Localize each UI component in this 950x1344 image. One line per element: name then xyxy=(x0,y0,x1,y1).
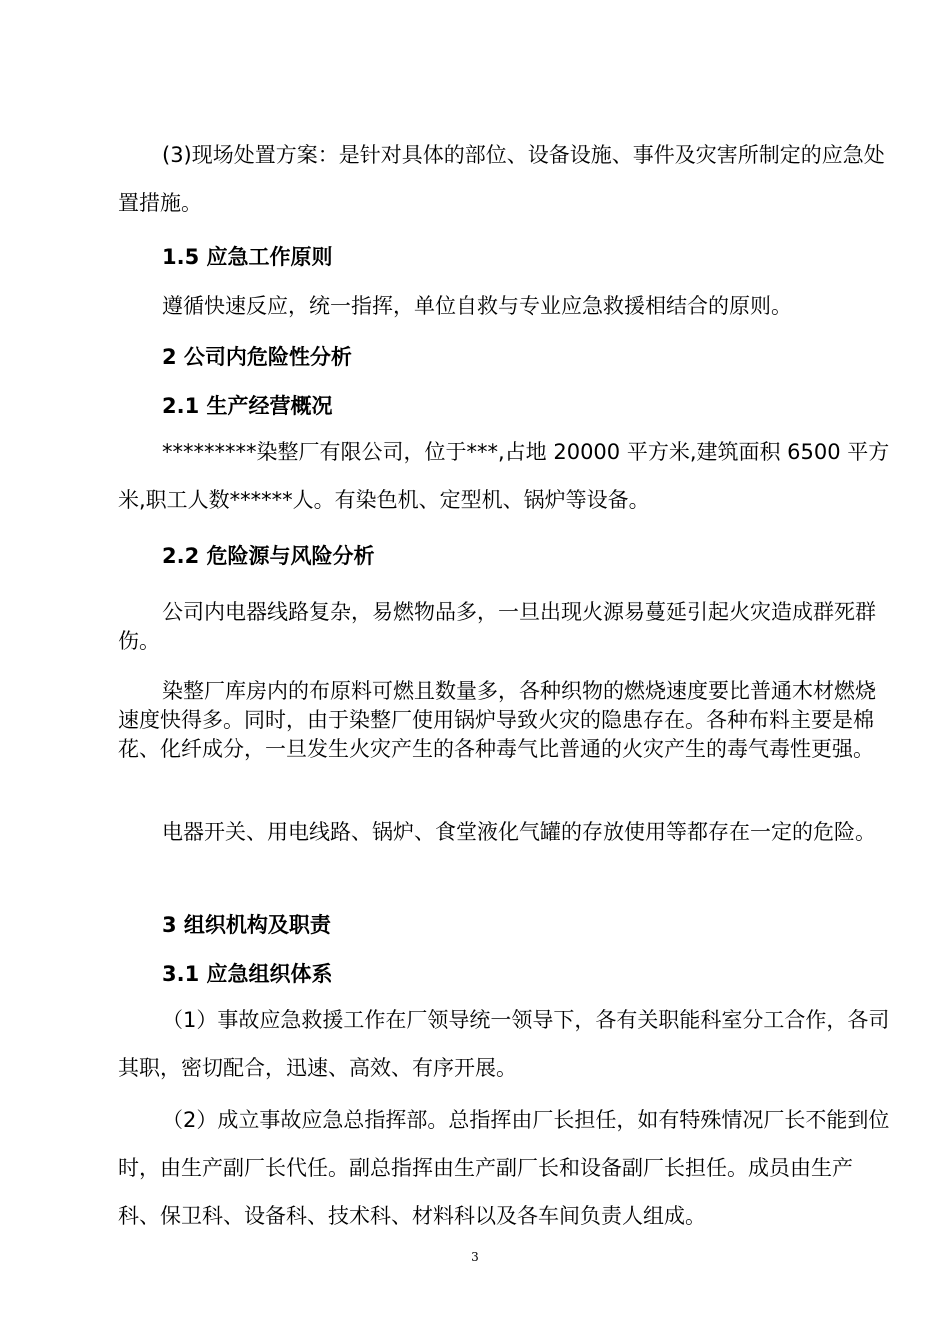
heading-1-5: 1.5 应急工作原则 xyxy=(162,245,333,269)
paragraph-electrical-risk: 公司内电器线路复杂，易燃物品多，一旦出现火源易蔓延引起火灾造成群死群伤。 xyxy=(118,600,876,653)
heading-2-1: 2.1 生产经营概况 xyxy=(162,394,333,418)
paragraph-organization-2: （2）成立事故应急总指挥部。总指挥由厂长担任，如有特殊情况厂长不能到位时，由生产副厂长代任。副总指挥由生产副厂长和设备副厂长担任。成员由生产科、保卫科、设备科、技术科、材料科以及各车间负责人组成。 xyxy=(118,1108,890,1228)
paragraph-warehouse-risk: 染整厂库房内的布原料可燃且数量多，各种织物的燃烧速度要比普通木材燃烧速度快得多。同时，由于染整厂使用锅炉导致火灾的隐患存在。各种布料主要是棉花、化纤成分，一旦发生火灾产生的各种毒气比普通的火灾产生的毒气毒性更强。 xyxy=(118,679,876,761)
heading-2: 2 公司内危险性分析 xyxy=(162,345,352,369)
paragraph-onsite-plan: (3)现场处置方案：是针对具体的部位、设备设施、事件及灾害所制定的应急处置措施。 xyxy=(118,143,885,215)
paragraph-equipment-risk: 电器开关、用电线路、锅炉、食堂液化气罐的存放使用等都存在一定的危险。 xyxy=(162,820,876,844)
paragraph-organization-1: （1）事故应急救援工作在厂领导统一领导下，各有关职能科室分工合作，各司其职，密切配合，迅速、高效、有序开展。 xyxy=(118,1008,890,1080)
heading-2-2: 2.2 危险源与风险分析 xyxy=(162,544,375,568)
paragraph-principles: 遵循快速反应，统一指挥，单位自救与专业应急救援相结合的原则。 xyxy=(162,294,792,318)
page-number: 3 xyxy=(471,1250,479,1264)
heading-3-1: 3.1 应急组织体系 xyxy=(162,962,333,986)
heading-3: 3 组织机构及职责 xyxy=(162,913,331,937)
paragraph-overview: *********染整厂有限公司，位于***,占地 20000 平方米,建筑面积 6500 平方米,职工人数******人。有染色机、定型机、锅炉等设备。 xyxy=(118,440,890,512)
